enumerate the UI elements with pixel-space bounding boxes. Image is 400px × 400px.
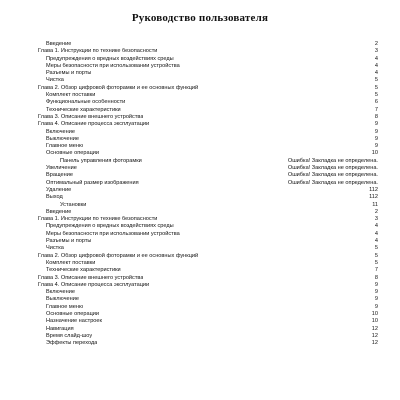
toc-entry-text: Увеличение bbox=[46, 165, 77, 172]
toc-entry[interactable] bbox=[0, 333, 400, 340]
toc-entry-page: 5 bbox=[374, 77, 378, 84]
toc-entry-page: 7 bbox=[374, 267, 378, 274]
toc-entry-page: 4 bbox=[374, 62, 378, 69]
toc-entry[interactable] bbox=[0, 202, 400, 209]
toc-entry-page: Ошибка! Закладка не определена. bbox=[287, 165, 378, 172]
toc-entry-text: Включение bbox=[46, 128, 75, 135]
toc-entry[interactable] bbox=[0, 129, 400, 136]
toc-entry-page: 12 bbox=[371, 332, 378, 339]
toc-entry-page: 8 bbox=[374, 113, 378, 120]
toc-entry-text: Оптимальный размер изображения bbox=[46, 179, 139, 186]
toc-entry-text: Комплект поставки bbox=[46, 259, 96, 266]
toc-entry-text: Глава 2. Обзор цифровой фоторамки и ее основных функций bbox=[38, 252, 199, 259]
toc-entry[interactable] bbox=[0, 63, 400, 70]
toc-entry[interactable] bbox=[0, 267, 400, 274]
toc-entry[interactable] bbox=[0, 282, 400, 289]
toc-entry[interactable] bbox=[0, 48, 400, 55]
toc-entry[interactable] bbox=[0, 187, 400, 194]
toc-entry[interactable] bbox=[0, 77, 400, 84]
toc-entry[interactable] bbox=[0, 245, 400, 252]
toc-entry-page: 2 bbox=[374, 208, 378, 215]
toc-entry-page: 4 bbox=[374, 70, 378, 77]
toc-entry-text: Глава 4. Описание процесса эксплуатации bbox=[38, 281, 150, 288]
toc-entry[interactable] bbox=[0, 209, 400, 216]
toc-entry-page: 9 bbox=[374, 303, 378, 310]
toc-entry-page: 12 bbox=[371, 325, 378, 332]
toc-entry[interactable] bbox=[0, 41, 400, 48]
toc-entry-page: 11 bbox=[372, 201, 378, 208]
toc-entry-text: Эффекты перехода bbox=[46, 340, 98, 347]
toc-entry-text: Предупреждения о вредных воздействиях среды bbox=[46, 55, 174, 62]
toc-entry[interactable] bbox=[0, 180, 400, 187]
toc-entry-text: Разъемы и порты bbox=[46, 238, 92, 245]
toc-entry-text: Введение bbox=[46, 208, 72, 215]
toc-entry-page: 8 bbox=[374, 274, 378, 281]
toc-entry-text: Главное меню bbox=[46, 303, 84, 310]
toc-entry-text: Назначение настроек bbox=[46, 318, 102, 325]
toc-entry[interactable] bbox=[0, 326, 400, 333]
toc-entry-text: Навигация bbox=[46, 325, 74, 332]
toc-entry[interactable] bbox=[0, 107, 400, 114]
toc-entry-page: 5 bbox=[374, 252, 378, 259]
toc-entry-text: Глава 4. Описание процесса эксплуатации bbox=[38, 121, 150, 128]
toc-entry-page: 10 bbox=[371, 310, 378, 317]
toc-entry-text: Удаление bbox=[46, 186, 72, 193]
toc-entry[interactable] bbox=[0, 253, 400, 260]
toc-entry-text: Чистка bbox=[46, 77, 64, 84]
toc-entry-text: Глава 3. Описание внешнего устройства bbox=[38, 113, 144, 120]
toc-entry[interactable] bbox=[0, 275, 400, 282]
toc-entry[interactable] bbox=[0, 114, 400, 121]
toc-entry-text: Включение bbox=[46, 289, 75, 296]
toc-entry-text: Чистка bbox=[46, 245, 64, 252]
toc-entry-text: Функциональные особенности bbox=[46, 99, 126, 106]
toc-entry-page: 9 bbox=[374, 135, 378, 142]
toc-entry-text: Меры безопасности при использовании устройства bbox=[46, 62, 180, 69]
toc-entry[interactable] bbox=[0, 216, 400, 223]
toc-entry-text: Глава 1. Инструкции по технике безопасности bbox=[38, 48, 158, 55]
toc-entry[interactable] bbox=[0, 318, 400, 325]
toc-entry-page: 9 bbox=[374, 121, 378, 128]
toc-entry[interactable] bbox=[0, 158, 400, 165]
toc-entry[interactable] bbox=[0, 121, 400, 128]
toc-entry-page: 9 bbox=[374, 281, 378, 288]
toc-entry-page: 112 bbox=[369, 194, 378, 201]
toc-entry-text: Выключение bbox=[46, 135, 79, 142]
toc-entry-page: 9 bbox=[374, 296, 378, 303]
toc-entry[interactable] bbox=[0, 70, 400, 77]
toc-entry-text: Время слайд-шоу bbox=[46, 332, 93, 339]
toc-entry[interactable] bbox=[0, 289, 400, 296]
toc-entry[interactable] bbox=[0, 238, 400, 245]
toc-entry-page: 2 bbox=[374, 41, 378, 47]
toc-entry-text: Разъемы и порты bbox=[46, 70, 92, 77]
toc-entry-page: 3 bbox=[374, 48, 378, 55]
toc-entry-page: 4 bbox=[374, 230, 378, 237]
toc-entry-page: 5 bbox=[374, 92, 378, 99]
toc-entry[interactable] bbox=[0, 85, 400, 92]
toc-entry-page: 12 bbox=[371, 340, 378, 347]
toc-entry[interactable] bbox=[0, 340, 400, 347]
toc-entry[interactable] bbox=[0, 194, 400, 201]
toc-entry[interactable] bbox=[0, 99, 400, 106]
toc-entry-page: Ошибка! Закладка не определена. bbox=[287, 157, 378, 164]
toc-entry-page: 7 bbox=[374, 106, 378, 113]
toc-entry[interactable] bbox=[0, 136, 400, 143]
toc-entry-page: 9 bbox=[374, 143, 378, 150]
toc-entry[interactable] bbox=[0, 231, 400, 238]
toc-entry-text: Выключение bbox=[46, 296, 79, 303]
toc-entry-text: Глава 1. Инструкции по технике безопасности bbox=[38, 216, 158, 223]
toc-entry-text: Выход bbox=[46, 194, 63, 201]
toc-entry[interactable] bbox=[0, 304, 400, 311]
toc-entry-page: 4 bbox=[374, 238, 378, 245]
toc-entry-text: Технические характеристики bbox=[46, 106, 121, 113]
toc-entry-page: 9 bbox=[374, 289, 378, 296]
toc-entry[interactable] bbox=[0, 143, 400, 150]
toc-entry-text: Панель управления фоторамки bbox=[60, 157, 142, 164]
toc-entry[interactable] bbox=[0, 223, 400, 230]
toc-entry-text: Введение bbox=[46, 41, 72, 47]
toc-entry-text: Основные операции bbox=[46, 310, 100, 317]
toc-entry-page: 6 bbox=[374, 99, 378, 106]
toc-entry-page: 9 bbox=[374, 128, 378, 135]
document-title: Руководство пользователя bbox=[131, 12, 269, 24]
toc-entry[interactable] bbox=[0, 260, 400, 267]
toc-entry-page: 5 bbox=[374, 84, 378, 91]
toc-entry-text: Предупреждения о вредных воздействиях среды bbox=[46, 223, 174, 230]
toc-entry-text: Технические характеристики bbox=[46, 267, 121, 274]
toc-entry-page: 5 bbox=[374, 259, 378, 266]
toc-entry[interactable] bbox=[0, 165, 400, 172]
toc-entry-page: 10 bbox=[371, 318, 378, 325]
toc-entry-text: Установки bbox=[60, 201, 87, 208]
toc-entry-text: Основные операции bbox=[46, 150, 100, 157]
toc-entry[interactable] bbox=[0, 92, 400, 99]
toc-entry[interactable] bbox=[0, 311, 400, 318]
toc-entry-page: 112 bbox=[369, 186, 378, 193]
toc-entry-page: 4 bbox=[374, 223, 378, 230]
table-of-contents bbox=[0, 41, 400, 347]
toc-entry-text: Меры безопасности при использовании устройства bbox=[46, 230, 180, 237]
toc-entry-text: Вращение bbox=[46, 172, 73, 179]
toc-entry[interactable] bbox=[0, 172, 400, 179]
toc-entry[interactable] bbox=[0, 150, 400, 157]
toc-entry-page: Ошибка! Закладка не определена. bbox=[287, 172, 378, 179]
toc-entry[interactable] bbox=[0, 296, 400, 303]
toc-entry-page: 4 bbox=[374, 55, 378, 62]
toc-entry-text: Комплект поставки bbox=[46, 92, 96, 99]
toc-entry-page: 3 bbox=[374, 216, 378, 223]
toc-entry-page: 5 bbox=[374, 245, 378, 252]
toc-entry-text: Глава 2. Обзор цифровой фоторамки и ее основных функций bbox=[38, 84, 199, 91]
toc-entry-page: Ошибка! Закладка не определена. bbox=[287, 179, 378, 186]
toc-entry-text: Глава 3. Описание внешнего устройства bbox=[38, 274, 144, 281]
toc-entry-text: Главное меню bbox=[46, 143, 84, 150]
toc-entry[interactable] bbox=[0, 56, 400, 63]
toc-entry-page: 10 bbox=[371, 150, 378, 157]
